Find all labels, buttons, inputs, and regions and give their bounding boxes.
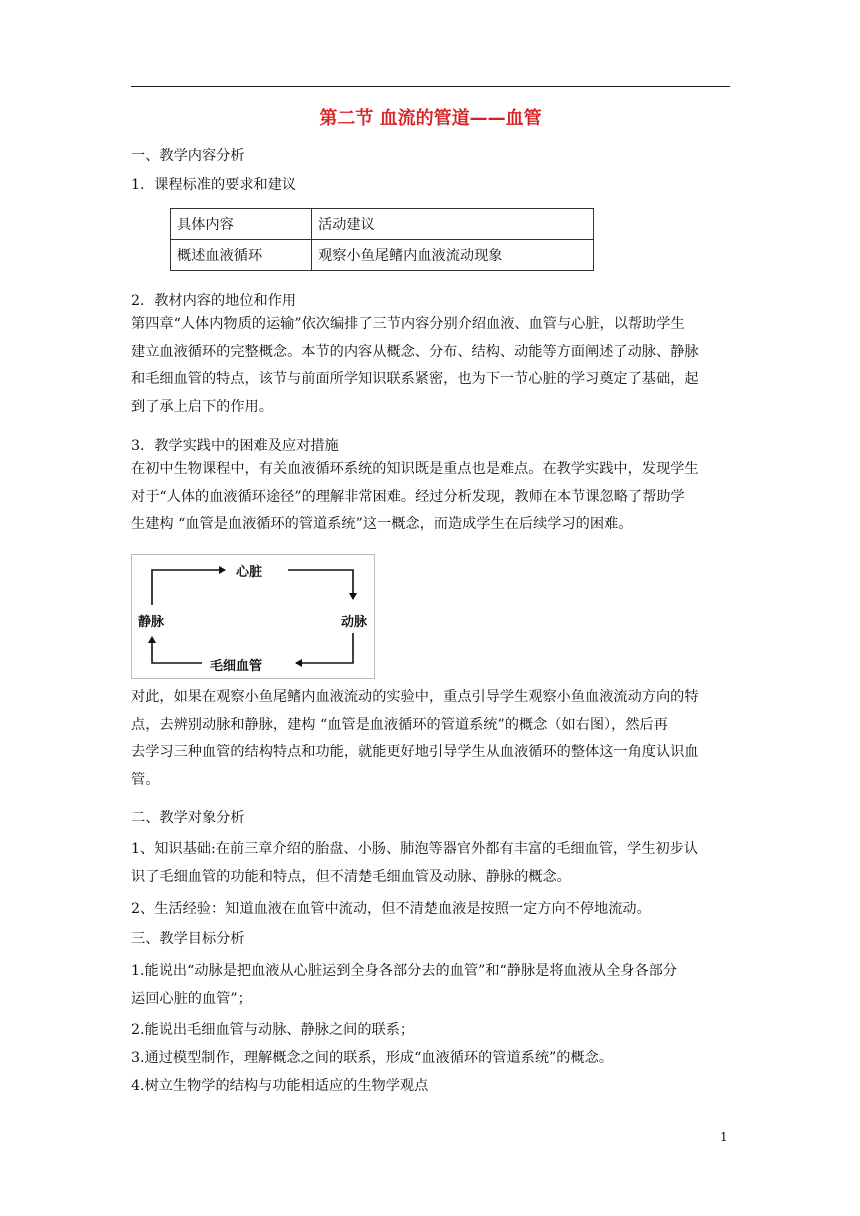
text-line: 识了毛细血管的功能和特点，但不清楚毛细血管及动脉、静脉的概念。 [131, 868, 571, 885]
section1-heading: 一、教学内容分析 [131, 148, 245, 164]
paragraph-content-role [131, 311, 730, 421]
paragraph-knowledge-base [131, 836, 730, 891]
paragraph-difficulties [131, 456, 730, 539]
text-line: 去学习三种血管的结构特点和功能，就能更好地引导学生从血液循环的整体这一角度认识血 [131, 744, 699, 760]
table-cell: 观察小鱼尾鳍内血液流动现象 [312, 240, 594, 271]
goal-1 [131, 958, 730, 1013]
label-artery: 动脉 [341, 615, 368, 630]
text-line: 第四章“人体内物质的运输”依次编排了三节内容分别介绍血液、血管与心脏，以帮助学生 [131, 316, 685, 332]
text-line: 到了承上启下的作用。 [131, 398, 273, 415]
table-cell: 概述血液循环 [171, 240, 312, 271]
text-line: 1.能说出“动脉是把血液从心脏运到全身各部分去的血管”和“静脉是将血液从全身各部分 [131, 963, 678, 979]
paragraph-life-experience: 2、生活经验：知道血液在血管中流动，但不清楚血液是按照一定方向不停地流动。 [131, 901, 651, 917]
section3-heading: 三、教学目标分析 [131, 931, 245, 947]
text-line: 建立血液循环的完整概念。本节的内容从概念、分布、结构、动能等方面阐述了动脉、静脉 [131, 343, 699, 360]
paragraph-approach [131, 684, 730, 794]
page-title: 第二节 血流的管道——血管 [319, 108, 542, 129]
label-vein: 静脉 [138, 615, 165, 630]
requirements-table [170, 208, 594, 271]
text-line: 对于“人体的血液循环途径”的理解非常困难。经过分析发现，教师在本节课忽略了帮助学 [131, 488, 685, 505]
table-row [171, 240, 594, 271]
text-line: 生建构 “血管是血液循环的管道系统”这一概念，而造成学生在后续学习的困难。 [131, 516, 633, 532]
arrow-artery-to-capillary [296, 633, 353, 663]
text-line: 管。 [131, 771, 160, 788]
arrow-vein-to-heart [152, 570, 225, 605]
goal-2: 2.能说出毛细血管与动脉、静脉之间的联系； [131, 1022, 415, 1038]
text-line: 运回心脏的血管”； [131, 990, 252, 1007]
page-number: 1 [720, 1130, 728, 1144]
header-rule [131, 86, 730, 87]
label-heart: 心脏 [236, 565, 263, 580]
sub2-heading: 2．教材内容的地位和作用 [131, 293, 297, 309]
goal-4: 4.树立生物学的结构与功能相适应的生物学观点 [131, 1078, 429, 1094]
table-header-row [171, 209, 594, 240]
text-line: 和毛细血管的特点，该节与前面所学知识联系紧密，也为下一节心脏的学习奠定了基础，起 [131, 371, 699, 387]
text-line: 对此，如果在观察小鱼尾鳍内血液流动的实验中，重点引导学生观察小鱼血液流动方向的特 [131, 689, 699, 705]
sub3-heading: 3．教学实践中的困难及应对措施 [131, 438, 339, 454]
table-header-cell: 具体内容 [171, 209, 312, 240]
text-line: 1、知识基础:在前三章介绍的胎盘、小肠、肺泡等器官外都有丰富的毛细血管，学生初步认 [131, 841, 699, 857]
text-line: 在初中生物课程中，有关血液循环系统的知识既是重点也是难点。在教学实践中，发现学生 [131, 461, 699, 477]
goal-3: 3.通过模型制作，理解概念之间的联系，形成“血液循环的管道系统”的概念。 [131, 1050, 614, 1066]
arrow-heart-to-artery [288, 570, 353, 599]
circulation-diagram [131, 554, 375, 679]
text-line: 点，去辨别动脉和静脉，建构 “血管是血液循环的管道系统”的概念（如右图），然后再 [131, 716, 668, 733]
section2-heading: 二、教学对象分析 [131, 810, 245, 826]
arrow-capillary-to-vein [152, 637, 202, 663]
table-header-cell: 活动建议 [312, 209, 594, 240]
sub1-heading: 1．课程标准的要求和建议 [131, 177, 297, 193]
label-capillary: 毛细血管 [210, 659, 263, 674]
